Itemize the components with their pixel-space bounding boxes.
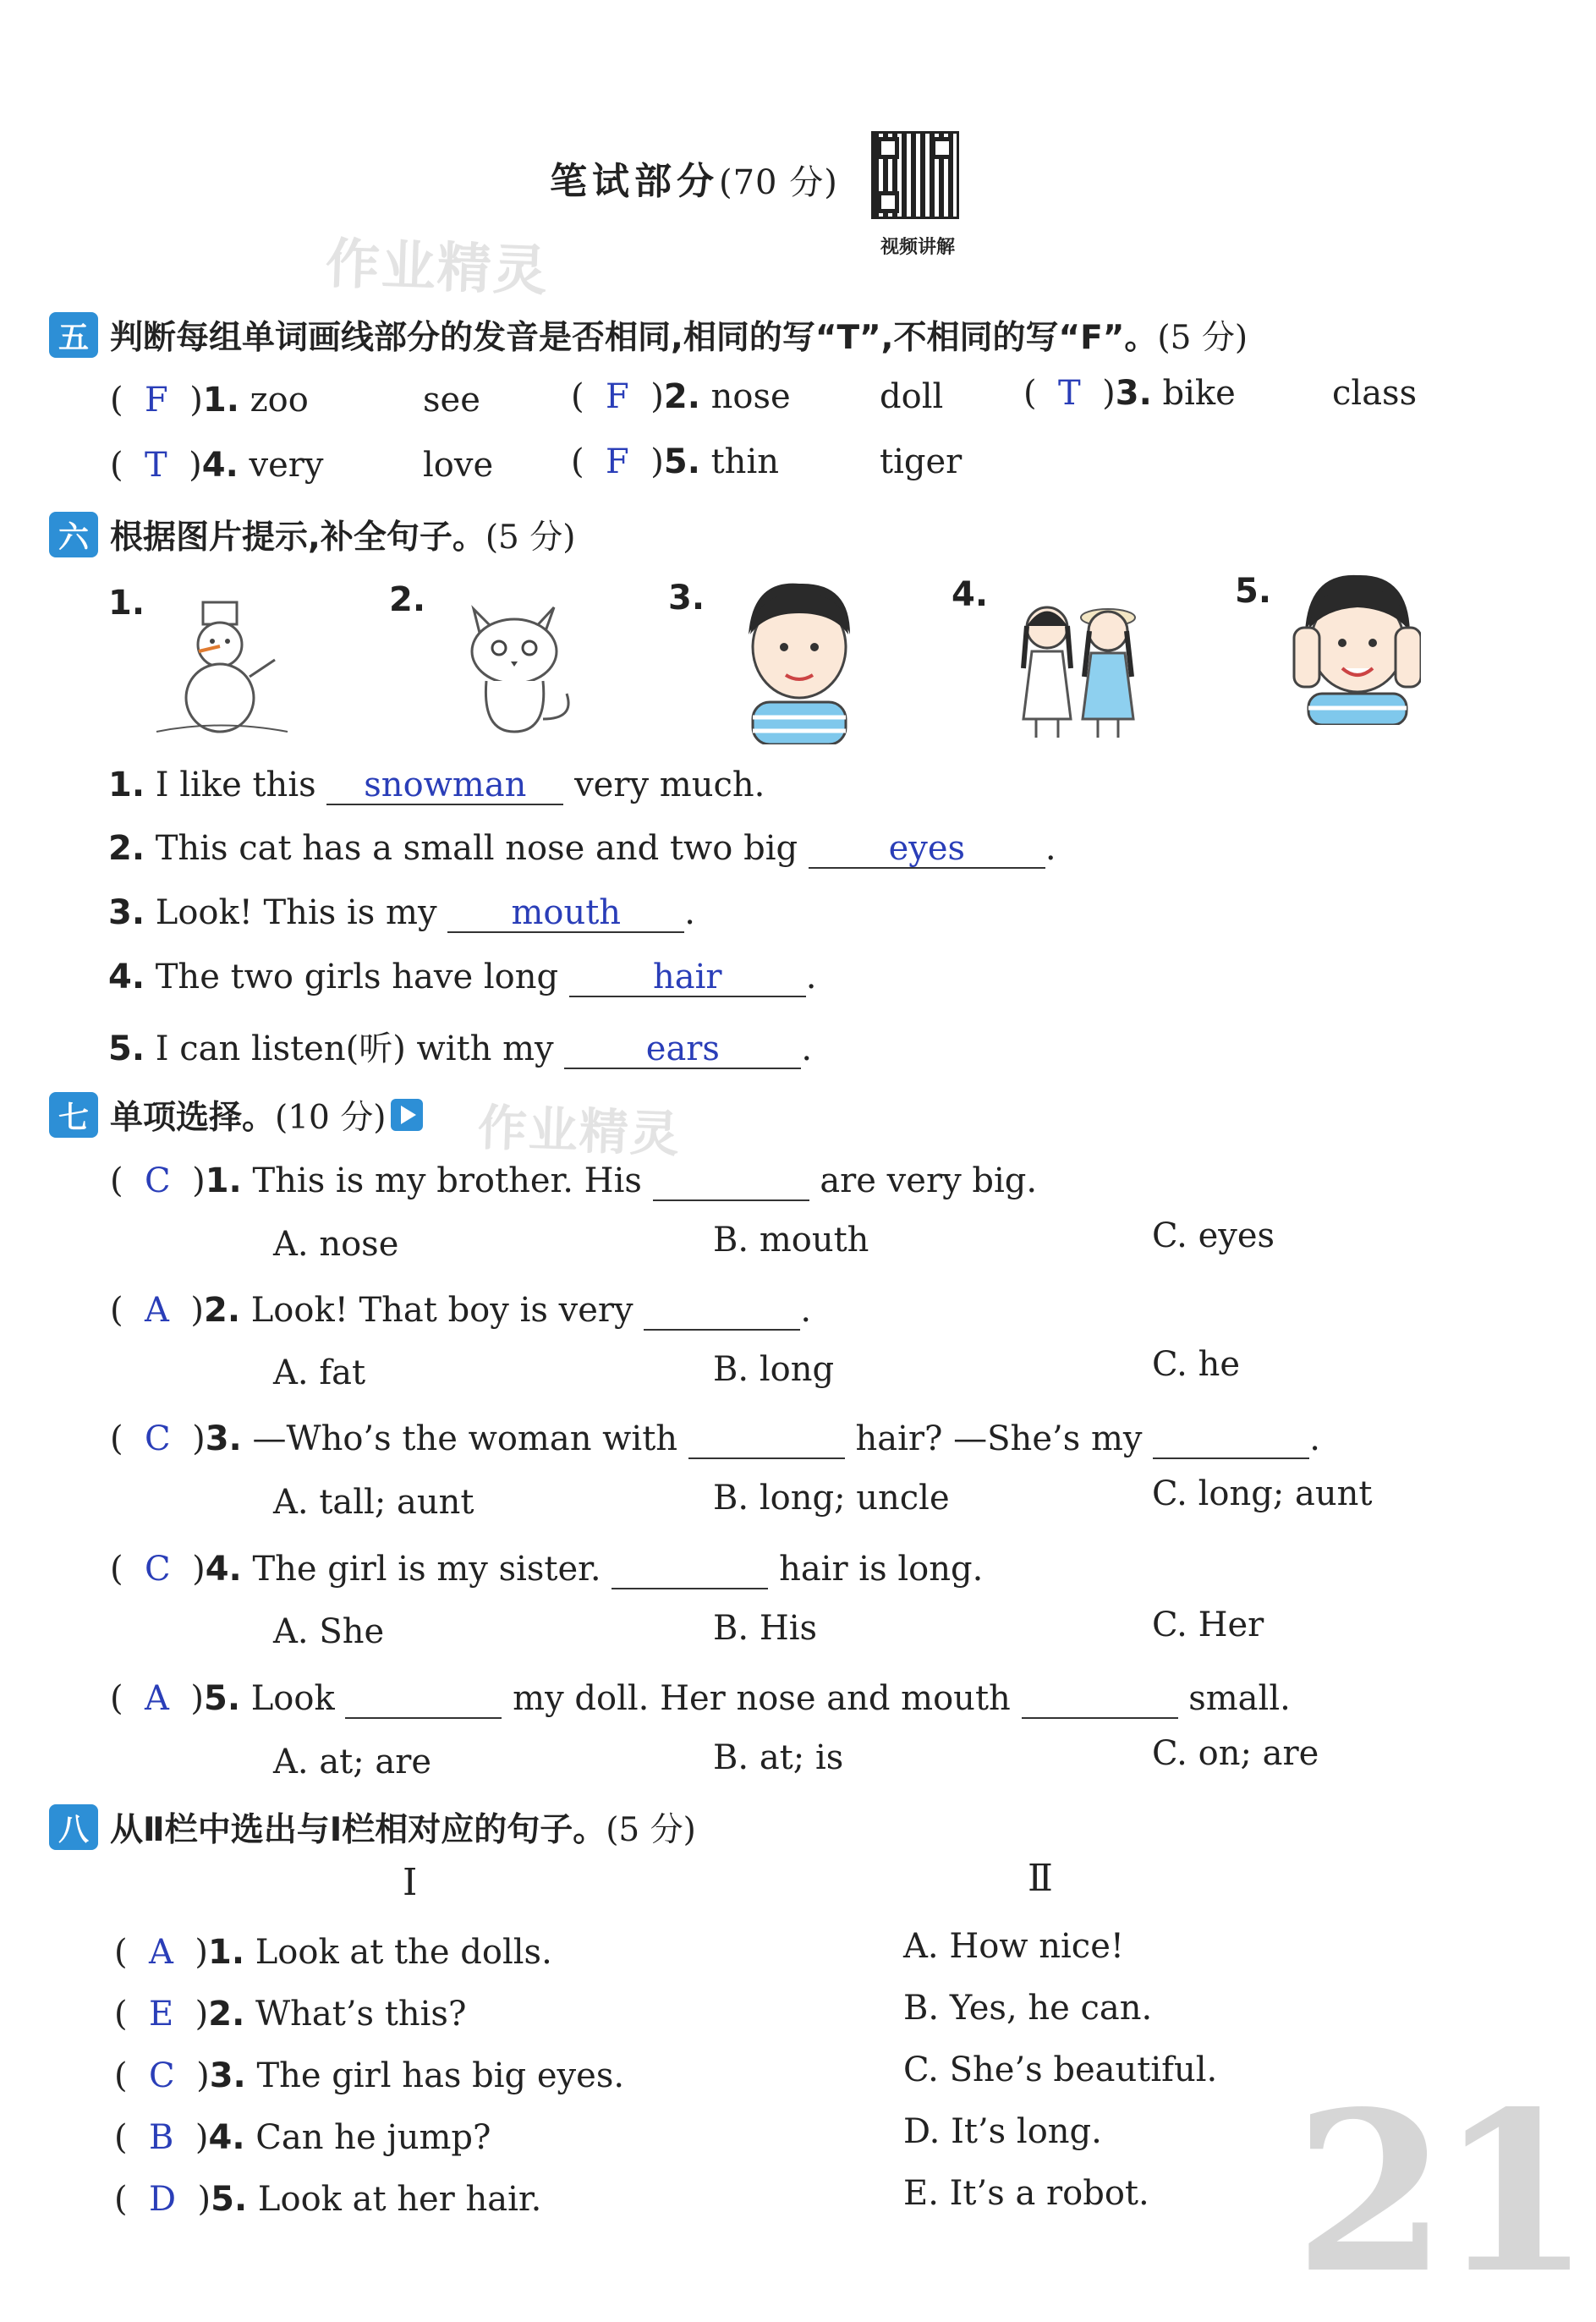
question-text: small.: [1188, 1679, 1291, 1718]
item-number: 4.: [108, 958, 145, 996]
answer: A: [145, 1679, 169, 1718]
item-number: 5.: [211, 2180, 248, 2219]
watermark: 作业精灵: [324, 233, 551, 304]
sentence-before: I can listen(听) with my: [155, 1029, 554, 1068]
picture-number: 3.: [668, 579, 705, 618]
watermark-2: 作业精灵: [476, 1098, 682, 1164]
match-left-1: ( A )1. Look at the dolls.: [114, 1933, 552, 1972]
option-a[interactable]: A. tall; aunt: [273, 1483, 474, 1522]
match-right-e: E. It’s a robot.: [903, 2174, 1149, 2213]
section-points: (5 分): [606, 1811, 696, 1849]
section-title: 判断每组单词画线部分的发音是否相同,相同的写“T”,不相同的写“F”。: [110, 319, 1158, 357]
two-girls-picture: [998, 592, 1159, 740]
option-b[interactable]: B. long: [713, 1350, 835, 1389]
option-c[interactable]: C. on; are: [1152, 1734, 1319, 1773]
answer-blank[interactable]: [653, 1162, 809, 1201]
judge-item-4: ( T )4. very: [110, 446, 324, 485]
match-right-d: D. It’s long.: [903, 2112, 1102, 2151]
mc-question-3: ( C )3. —Who’s the woman with hair? —She’s my .: [110, 1419, 1320, 1458]
section-badge: 七: [49, 1092, 98, 1138]
answer-blank[interactable]: [569, 958, 806, 997]
item-number: 5.: [663, 442, 700, 481]
question-text: .: [1309, 1419, 1320, 1458]
answer: hair: [653, 958, 722, 996]
mc-question-1: ( C )1. This is my brother. His are very big.: [110, 1161, 1038, 1200]
header: [550, 148, 838, 207]
answer-blank[interactable]: [326, 766, 563, 805]
sentence-after: .: [684, 893, 695, 932]
match-right-a: A. How nice!: [903, 1927, 1124, 1966]
judge-word-2: love: [423, 446, 494, 485]
mc-question-2: ( A )2. Look! That boy is very .: [110, 1291, 812, 1330]
title-text: 笔试部分: [550, 160, 719, 203]
answer-blank[interactable]: [612, 1551, 768, 1589]
option-b[interactable]: B. long; uncle: [713, 1479, 950, 1518]
answer: eyes: [888, 829, 966, 868]
page-title: [550, 151, 838, 205]
question-text: my doll. Her nose and mouth: [513, 1679, 1011, 1718]
item-number: 3.: [205, 1419, 242, 1458]
picture-number: 2.: [389, 580, 426, 619]
question-text: .: [800, 1291, 812, 1330]
sentence: Look at her hair.: [257, 2180, 542, 2219]
sentence: Look at the dolls.: [255, 1933, 552, 1972]
question-text: are very big.: [820, 1161, 1038, 1200]
judge-word-2: doll: [880, 377, 944, 416]
section-badge: 六: [49, 512, 98, 557]
section-points: (5 分): [1157, 319, 1248, 357]
item-number: 3.: [108, 893, 145, 932]
judge-item-2: ( F )2. nose: [571, 377, 791, 416]
word: thin: [710, 442, 779, 481]
answer: T: [145, 446, 167, 485]
answer-blank[interactable]: [447, 894, 684, 933]
sentence: The girl has big eyes.: [256, 2056, 625, 2095]
option-c[interactable]: C. long; aunt: [1152, 1474, 1373, 1513]
item-number: 5.: [108, 1029, 145, 1068]
judge-word-2: see: [423, 381, 480, 420]
answer: C: [145, 1550, 171, 1589]
section-badge: 八: [49, 1804, 98, 1850]
answer: F: [606, 442, 629, 481]
item-number: 4.: [201, 446, 239, 485]
fill-sentence-1: [108, 766, 765, 805]
option-b[interactable]: B. His: [713, 1609, 818, 1648]
answer-blank[interactable]: [644, 1292, 800, 1331]
item-number: 1.: [205, 1161, 242, 1200]
judge-word-2: class: [1332, 374, 1418, 413]
column-2-header: Ⅱ: [1028, 1857, 1053, 1900]
sentence-after: very much.: [574, 766, 765, 804]
answer-blank[interactable]: [564, 1030, 801, 1069]
sentence-before: The two girls have long: [155, 958, 559, 996]
sentence-before: Look! This is my: [155, 893, 437, 932]
fill-sentence-4: [108, 958, 817, 997]
answer-blank[interactable]: [1153, 1420, 1309, 1459]
sentence-after: .: [801, 1029, 813, 1068]
match-right-c: C. She’s beautiful.: [903, 2050, 1218, 2089]
qr-label: 视频讲解: [880, 237, 955, 258]
option-a[interactable]: A. at; are: [273, 1743, 432, 1781]
option-c[interactable]: C. eyes: [1152, 1216, 1275, 1255]
answer: snowman: [364, 766, 527, 804]
answer: D: [149, 2180, 177, 2219]
title-points: (70 分): [719, 163, 838, 202]
question-text: Look! That boy is very: [250, 1291, 633, 1330]
sentence-after: .: [1045, 829, 1056, 868]
match-left-4: ( B )4. Can he jump?: [114, 2118, 491, 2157]
answer-blank[interactable]: [809, 830, 1045, 869]
section-title: 从Ⅱ栏中选出与Ⅰ栏相对应的句子。: [110, 1811, 606, 1849]
question-text: Look: [250, 1679, 335, 1718]
sentence: What’s this?: [255, 1995, 467, 2034]
fill-sentence-3: [108, 893, 695, 933]
column-1-header: Ⅰ: [403, 1861, 418, 1904]
word: nose: [710, 377, 791, 416]
section-title: 根据图片提示,补全句子。: [110, 519, 485, 557]
option-c[interactable]: C. Her: [1152, 1606, 1264, 1644]
cat-picture: [448, 592, 584, 740]
answer: F: [145, 381, 168, 420]
option-a[interactable]: A. She: [273, 1612, 385, 1651]
answer: E: [149, 1995, 174, 2034]
boy-ears-picture: [1290, 568, 1421, 725]
answer: T: [1058, 374, 1081, 413]
section-points: (5 分): [485, 519, 576, 557]
fill-sentence-2: [108, 829, 1056, 869]
mc-question-4: ( C )4. The girl is my sister. hair is long.: [110, 1550, 984, 1589]
item-number: 5.: [203, 1679, 241, 1718]
answer-blank[interactable]: [1022, 1680, 1178, 1719]
section-5-heading: [49, 311, 1248, 359]
item-number: 2.: [208, 1995, 245, 2034]
item-number: 3.: [1115, 374, 1152, 413]
answer: A: [149, 1933, 173, 1972]
option-b[interactable]: B. at; is: [713, 1738, 844, 1777]
judge-item-1: ( F )1. zoo: [110, 381, 309, 420]
answer-blank[interactable]: [688, 1420, 845, 1459]
sentence-after: .: [805, 958, 817, 996]
judge-item-3: ( T )3. bike: [1023, 374, 1236, 413]
answer: ears: [645, 1029, 720, 1068]
item-number: 2.: [108, 829, 145, 868]
answer: B: [149, 2118, 174, 2157]
item-number: 3.: [209, 2056, 246, 2095]
picture-number: 1.: [108, 584, 145, 623]
answer: mouth: [511, 893, 622, 932]
answer: A: [145, 1291, 169, 1330]
judge-word-2: tiger: [880, 442, 963, 481]
question-text: hair? —She’s my: [855, 1419, 1143, 1458]
judge-item-5: ( F )5. thin: [571, 442, 779, 481]
picture-number: 4.: [952, 575, 989, 614]
item-number: 2.: [663, 377, 700, 416]
item-number: 1.: [202, 381, 239, 420]
match-left-5: ( D )5. Look at her hair.: [114, 2180, 542, 2219]
answer: C: [145, 1419, 171, 1458]
section-6-heading: [49, 511, 575, 558]
snowman-picture: [148, 592, 296, 736]
option-a[interactable]: A. nose: [273, 1225, 399, 1264]
item-number: 1.: [108, 766, 145, 804]
question-text: The girl is my sister.: [252, 1550, 601, 1589]
qr-code-icon[interactable]: [871, 131, 959, 219]
section-points: (10 分): [275, 1099, 387, 1137]
word: very: [249, 446, 324, 485]
sentence: Can he jump?: [255, 2118, 491, 2157]
fill-sentence-5: [108, 1022, 812, 1070]
answer: C: [145, 1161, 171, 1200]
match-left-3: ( C )3. The girl has big eyes.: [114, 2056, 625, 2095]
item-number: 4.: [205, 1550, 242, 1589]
section-badge: 五: [49, 312, 98, 358]
answer-blank[interactable]: [345, 1680, 502, 1719]
picture-number: 5.: [1235, 572, 1272, 611]
page-number: 21: [1294, 2064, 1583, 2322]
item-number: 1.: [207, 1933, 245, 1972]
item-number: 2.: [203, 1291, 241, 1330]
word: zoo: [250, 381, 309, 420]
question-text: This is my brother. His: [252, 1161, 642, 1200]
section-title: 单项选择。: [110, 1099, 276, 1137]
sentence-before: I like this: [155, 766, 316, 804]
option-a[interactable]: A. fat: [273, 1353, 366, 1392]
match-right-b: B. Yes, he can.: [903, 1989, 1153, 2028]
match-left-2: ( E )2. What’s this?: [114, 1995, 467, 2034]
section-7-heading: [49, 1091, 423, 1139]
question-text: —Who’s the woman with: [252, 1419, 678, 1458]
boy-mouth-picture: [732, 575, 863, 744]
question-text: hair is long.: [779, 1550, 984, 1589]
section-8-heading: [49, 1803, 696, 1851]
play-video-icon[interactable]: [391, 1099, 423, 1131]
item-number: 4.: [208, 2118, 245, 2157]
answer: C: [149, 2056, 175, 2095]
option-c[interactable]: C. he: [1152, 1345, 1241, 1384]
answer: F: [606, 377, 629, 416]
mc-question-5: ( A )5. Look my doll. Her nose and mouth small.: [110, 1679, 1291, 1718]
option-b[interactable]: B. mouth: [713, 1221, 869, 1260]
sentence-before: This cat has a small nose and two big: [155, 829, 798, 868]
word: bike: [1162, 374, 1236, 413]
